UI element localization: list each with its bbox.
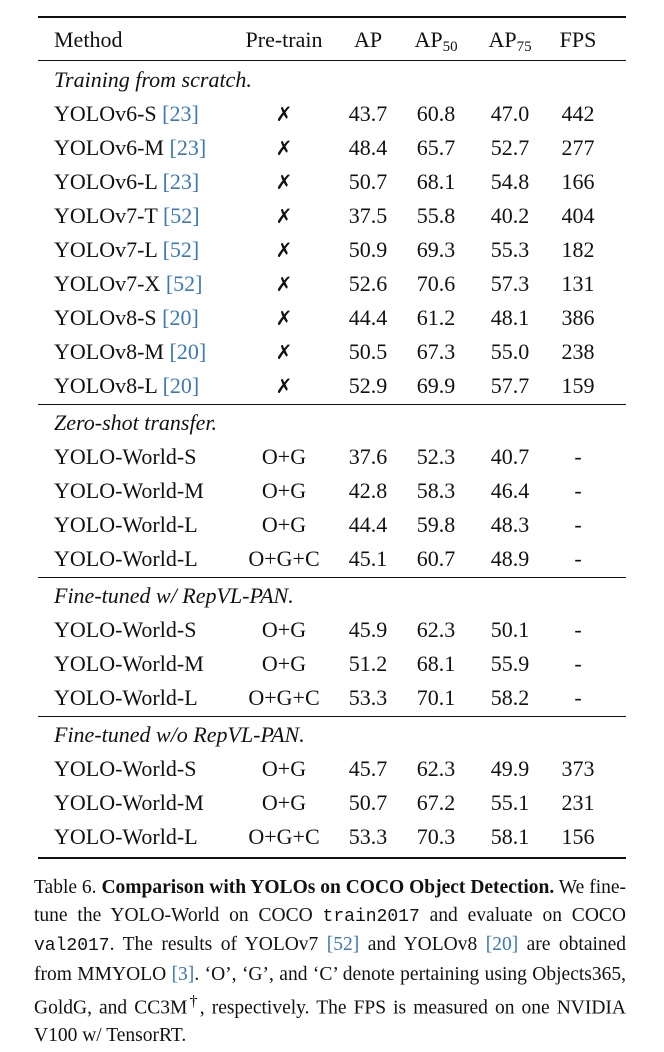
- method-cell: [54, 131, 206, 165]
- citation-link[interactable]: [20]: [169, 339, 207, 364]
- pretrain-cell: O+G: [261, 790, 307, 815]
- citation-link[interactable]: [52]: [162, 237, 200, 262]
- table-row: [38, 97, 626, 131]
- table-header-row: [38, 23, 626, 57]
- section-title: Fine-tuned w/ RepVL-PAN.: [54, 583, 294, 608]
- ap75-cell: 48.9: [490, 546, 530, 571]
- method-cell: [54, 542, 198, 576]
- ap75-cell: 55.9: [490, 651, 530, 676]
- caption-title: Comparison with YOLOs on COCO Object Detection.: [101, 877, 555, 898]
- ap75-cell: 55.0: [490, 339, 530, 364]
- code-train2017: train2017: [322, 906, 420, 927]
- table-row: [38, 233, 626, 267]
- citation-link[interactable]: [23]: [169, 135, 207, 160]
- method-name: YOLO-World-S: [54, 756, 197, 781]
- fps-cell: 131: [561, 271, 595, 296]
- header-rule: [38, 60, 626, 61]
- table-row: [38, 267, 626, 301]
- caption-text: . The results of YOLOv7: [109, 934, 319, 955]
- pretrain-cell: ✗: [275, 340, 293, 364]
- caption-text: are obtained from MMYOLO: [34, 934, 627, 985]
- fps-cell: -: [574, 478, 582, 503]
- method-cell: [54, 752, 196, 786]
- ap50-cell: 70.1: [416, 685, 456, 710]
- ap-cell: 45.9: [348, 617, 388, 642]
- method-name: YOLOv7-T: [54, 203, 158, 228]
- method-cell: [54, 508, 198, 542]
- method-cell: [54, 786, 204, 820]
- fps-cell: -: [574, 617, 582, 642]
- caption-label: Table 6.: [34, 877, 97, 898]
- table-row: [38, 440, 626, 474]
- pretrain-cell: O+G: [261, 512, 307, 537]
- section-header: [38, 406, 626, 440]
- method-cell: [54, 440, 196, 474]
- method-cell: [54, 233, 199, 267]
- ap-cell: 50.5: [348, 339, 388, 364]
- ap50-cell: 58.3: [416, 478, 456, 503]
- header-ap: AP: [353, 27, 383, 52]
- ap75-cell: 54.8: [490, 169, 530, 194]
- pretrain-cell: ✗: [275, 238, 293, 262]
- method-cell: [54, 647, 204, 681]
- method-cell: [54, 267, 202, 301]
- section-title: Zero-shot transfer.: [54, 410, 217, 435]
- ap-cell: 52.9: [348, 373, 388, 398]
- citation-link[interactable]: [3]: [171, 963, 195, 985]
- ap50-cell: 52.3: [416, 444, 456, 469]
- fps-cell: 404: [561, 203, 595, 228]
- table-row: [38, 681, 626, 715]
- pretrain-cell: O+G: [261, 444, 307, 469]
- method-cell: [54, 335, 206, 369]
- ap-cell: 50.7: [348, 790, 388, 815]
- header-method: Method: [54, 27, 123, 52]
- method-name: YOLOv6-M: [54, 135, 164, 160]
- ap-cell: 52.6: [348, 271, 388, 296]
- method-cell: [54, 369, 199, 403]
- ap50-cell: 67.2: [416, 790, 456, 815]
- ap75-cell: 57.7: [490, 373, 530, 398]
- method-name: YOLOv7-X: [54, 271, 161, 296]
- ap-cell: 48.4: [348, 135, 388, 160]
- ap-cell: 44.4: [348, 512, 388, 537]
- ap50-cell: 55.8: [416, 203, 456, 228]
- citation-link[interactable]: [23]: [162, 169, 200, 194]
- header-fps: FPS: [559, 27, 597, 52]
- method-name: YOLO-World-L: [54, 685, 198, 710]
- ap75-cell: 48.3: [490, 512, 530, 537]
- fps-cell: -: [574, 685, 582, 710]
- header-ap75: $AP_{75}$: [488, 27, 532, 55]
- method-cell: [54, 820, 198, 854]
- fps-cell: 231: [561, 790, 595, 815]
- method-cell: [54, 681, 198, 715]
- method-name: YOLO-World-S: [54, 617, 197, 642]
- ap50-cell: 69.9: [416, 373, 456, 398]
- method-cell: [54, 199, 200, 233]
- fps-cell: -: [574, 444, 582, 469]
- ap75-cell: 58.2: [490, 685, 530, 710]
- pretrain-cell: O+G: [261, 478, 307, 503]
- pretrain-cell: ✗: [275, 272, 293, 296]
- ap75-cell: 57.3: [490, 271, 530, 296]
- ap50-cell: 61.2: [416, 305, 456, 330]
- ap50-cell: 69.3: [416, 237, 456, 262]
- ap-cell: 45.7: [348, 756, 388, 781]
- caption-text: and YOLOv8: [367, 934, 478, 955]
- method-name: YOLOv8-L: [54, 373, 158, 398]
- method-name: YOLOv8-S: [54, 305, 157, 330]
- method-name: YOLOv7-L: [54, 237, 158, 262]
- ap-cell: 50.7: [348, 169, 388, 194]
- fps-cell: 166: [561, 169, 595, 194]
- table-row: [38, 199, 626, 233]
- citation-link[interactable]: [20]: [162, 373, 200, 398]
- table-row: [38, 786, 626, 820]
- caption-text: We fine-tune the YOLO-World on COCO: [34, 877, 627, 926]
- caption-text: , respectively. The FPS is measured on one NVIDIA V100 w/ TensorRT.: [34, 997, 627, 1046]
- section-rule: [38, 577, 626, 578]
- ap75-cell: 48.1: [490, 305, 530, 330]
- header-ap50: $AP_{50}$: [414, 27, 458, 55]
- citation-link[interactable]: [23]: [162, 101, 199, 126]
- section-title: Training from scratch.: [54, 67, 252, 92]
- ap-cell: 53.3: [348, 824, 388, 849]
- pretrain-cell: ✗: [275, 374, 293, 398]
- code-val2017: val2017: [34, 936, 110, 956]
- fps-cell: 277: [561, 135, 595, 160]
- method-cell: [54, 97, 199, 131]
- method-cell: [54, 474, 204, 508]
- pretrain-cell: ✗: [275, 102, 293, 126]
- ap75-cell: 55.1: [490, 790, 530, 815]
- pretrain-cell: O+G: [261, 756, 307, 781]
- method-name: YOLO-World-L: [54, 512, 198, 537]
- ap50-cell: 65.7: [416, 135, 456, 160]
- table-row: [38, 820, 626, 854]
- fps-cell: 386: [561, 305, 595, 330]
- pretrain-cell: O+G+C: [248, 546, 320, 571]
- method-name: YOLOv6-S: [54, 101, 157, 126]
- citation-link[interactable]: [52]: [326, 934, 360, 955]
- method-name: YOLO-World-L: [54, 546, 198, 571]
- fps-cell: 238: [561, 339, 595, 364]
- ap50-cell: 62.3: [416, 756, 456, 781]
- table-bottom-rule: [38, 857, 626, 859]
- table-row: [38, 165, 626, 199]
- caption-text: . ‘O’, ‘G’, and ‘C’ denote pertaining using Objects365, GoldG, and CC3M: [34, 963, 626, 1019]
- fps-cell: 156: [561, 824, 595, 849]
- ap75-cell: 47.0: [490, 101, 530, 126]
- method-name: YOLO-World-L: [54, 824, 198, 849]
- dagger-mark: †: [187, 992, 200, 1010]
- ap-cell: 42.8: [348, 478, 388, 503]
- fps-cell: 373: [561, 756, 595, 781]
- section-title: Fine-tuned w/o RepVL-PAN.: [54, 722, 305, 747]
- fps-cell: 442: [561, 101, 595, 126]
- ap-cell: 37.6: [348, 444, 388, 469]
- citation-link[interactable]: [52]: [165, 271, 203, 296]
- table-caption: [34, 874, 626, 1050]
- ap50-cell: 70.6: [416, 271, 456, 296]
- table-row: [38, 474, 626, 508]
- ap-cell: 45.1: [348, 546, 388, 571]
- pretrain-cell: ✗: [275, 170, 293, 194]
- method-cell: [54, 613, 196, 647]
- ap75-cell: 58.1: [490, 824, 530, 849]
- ap75-cell: 40.7: [490, 444, 530, 469]
- table-row: [38, 335, 626, 369]
- citation-link[interactable]: [20]: [162, 305, 199, 330]
- ap-cell: 53.3: [348, 685, 388, 710]
- ap50-cell: 68.1: [416, 169, 456, 194]
- table-row: [38, 131, 626, 165]
- fps-cell: 182: [561, 237, 595, 262]
- ap75-cell: 49.9: [490, 756, 530, 781]
- fps-cell: -: [574, 546, 582, 571]
- fps-cell: -: [574, 512, 582, 537]
- table-row: [38, 301, 626, 335]
- table-row: [38, 542, 626, 576]
- ap75-cell: 50.1: [490, 617, 530, 642]
- table-row: [38, 508, 626, 542]
- section-header: [38, 63, 626, 97]
- ap50-cell: 70.3: [416, 824, 456, 849]
- pretrain-cell: ✗: [275, 306, 293, 330]
- ap75-cell: 46.4: [490, 478, 530, 503]
- table-row: [38, 613, 626, 647]
- ap50-cell: 62.3: [416, 617, 456, 642]
- header-pretrain: Pre-train: [245, 27, 323, 52]
- method-name: YOLO-World-S: [54, 444, 197, 469]
- ap50-cell: 60.7: [416, 546, 456, 571]
- method-cell: [54, 301, 199, 335]
- ap-cell: 44.4: [348, 305, 388, 330]
- section-header: [38, 718, 626, 752]
- ap75-cell: 55.3: [490, 237, 530, 262]
- table-row: [38, 752, 626, 786]
- method-name: YOLO-World-M: [54, 651, 204, 676]
- ap75-cell: 40.2: [490, 203, 530, 228]
- method-name: YOLO-World-M: [54, 790, 204, 815]
- caption-text: and evaluate on COCO: [429, 904, 626, 926]
- pretrain-cell: O+G+C: [248, 685, 320, 710]
- method-name: YOLO-World-M: [54, 478, 204, 503]
- fps-cell: -: [574, 651, 582, 676]
- fps-cell: 159: [561, 373, 595, 398]
- citation-link[interactable]: [20]: [485, 934, 519, 955]
- method-cell: [54, 165, 199, 199]
- table-top-rule: [38, 16, 626, 18]
- method-name: YOLOv6-L: [54, 169, 158, 194]
- ap75-cell: 52.7: [490, 135, 530, 160]
- pretrain-cell: O+G: [261, 617, 307, 642]
- method-name: YOLOv8-M: [54, 339, 164, 364]
- ap-cell: 50.9: [348, 237, 388, 262]
- pretrain-cell: O+G: [261, 651, 307, 676]
- pretrain-cell: O+G+C: [248, 824, 320, 849]
- ap50-cell: 68.1: [416, 651, 456, 676]
- pretrain-cell: ✗: [275, 136, 293, 160]
- ap-cell: 51.2: [348, 651, 388, 676]
- ap50-cell: 67.3: [416, 339, 456, 364]
- ap50-cell: 60.8: [416, 101, 456, 126]
- pretrain-cell: ✗: [275, 204, 293, 228]
- ap-cell: 37.5: [348, 203, 388, 228]
- table-row: [38, 647, 626, 681]
- section-rule: [38, 716, 626, 717]
- citation-link[interactable]: [52]: [162, 203, 200, 228]
- ap50-cell: 59.8: [416, 512, 456, 537]
- table-row: [38, 369, 626, 403]
- section-header: [38, 579, 626, 613]
- ap-cell: 43.7: [348, 101, 388, 126]
- section-rule: [38, 404, 626, 405]
